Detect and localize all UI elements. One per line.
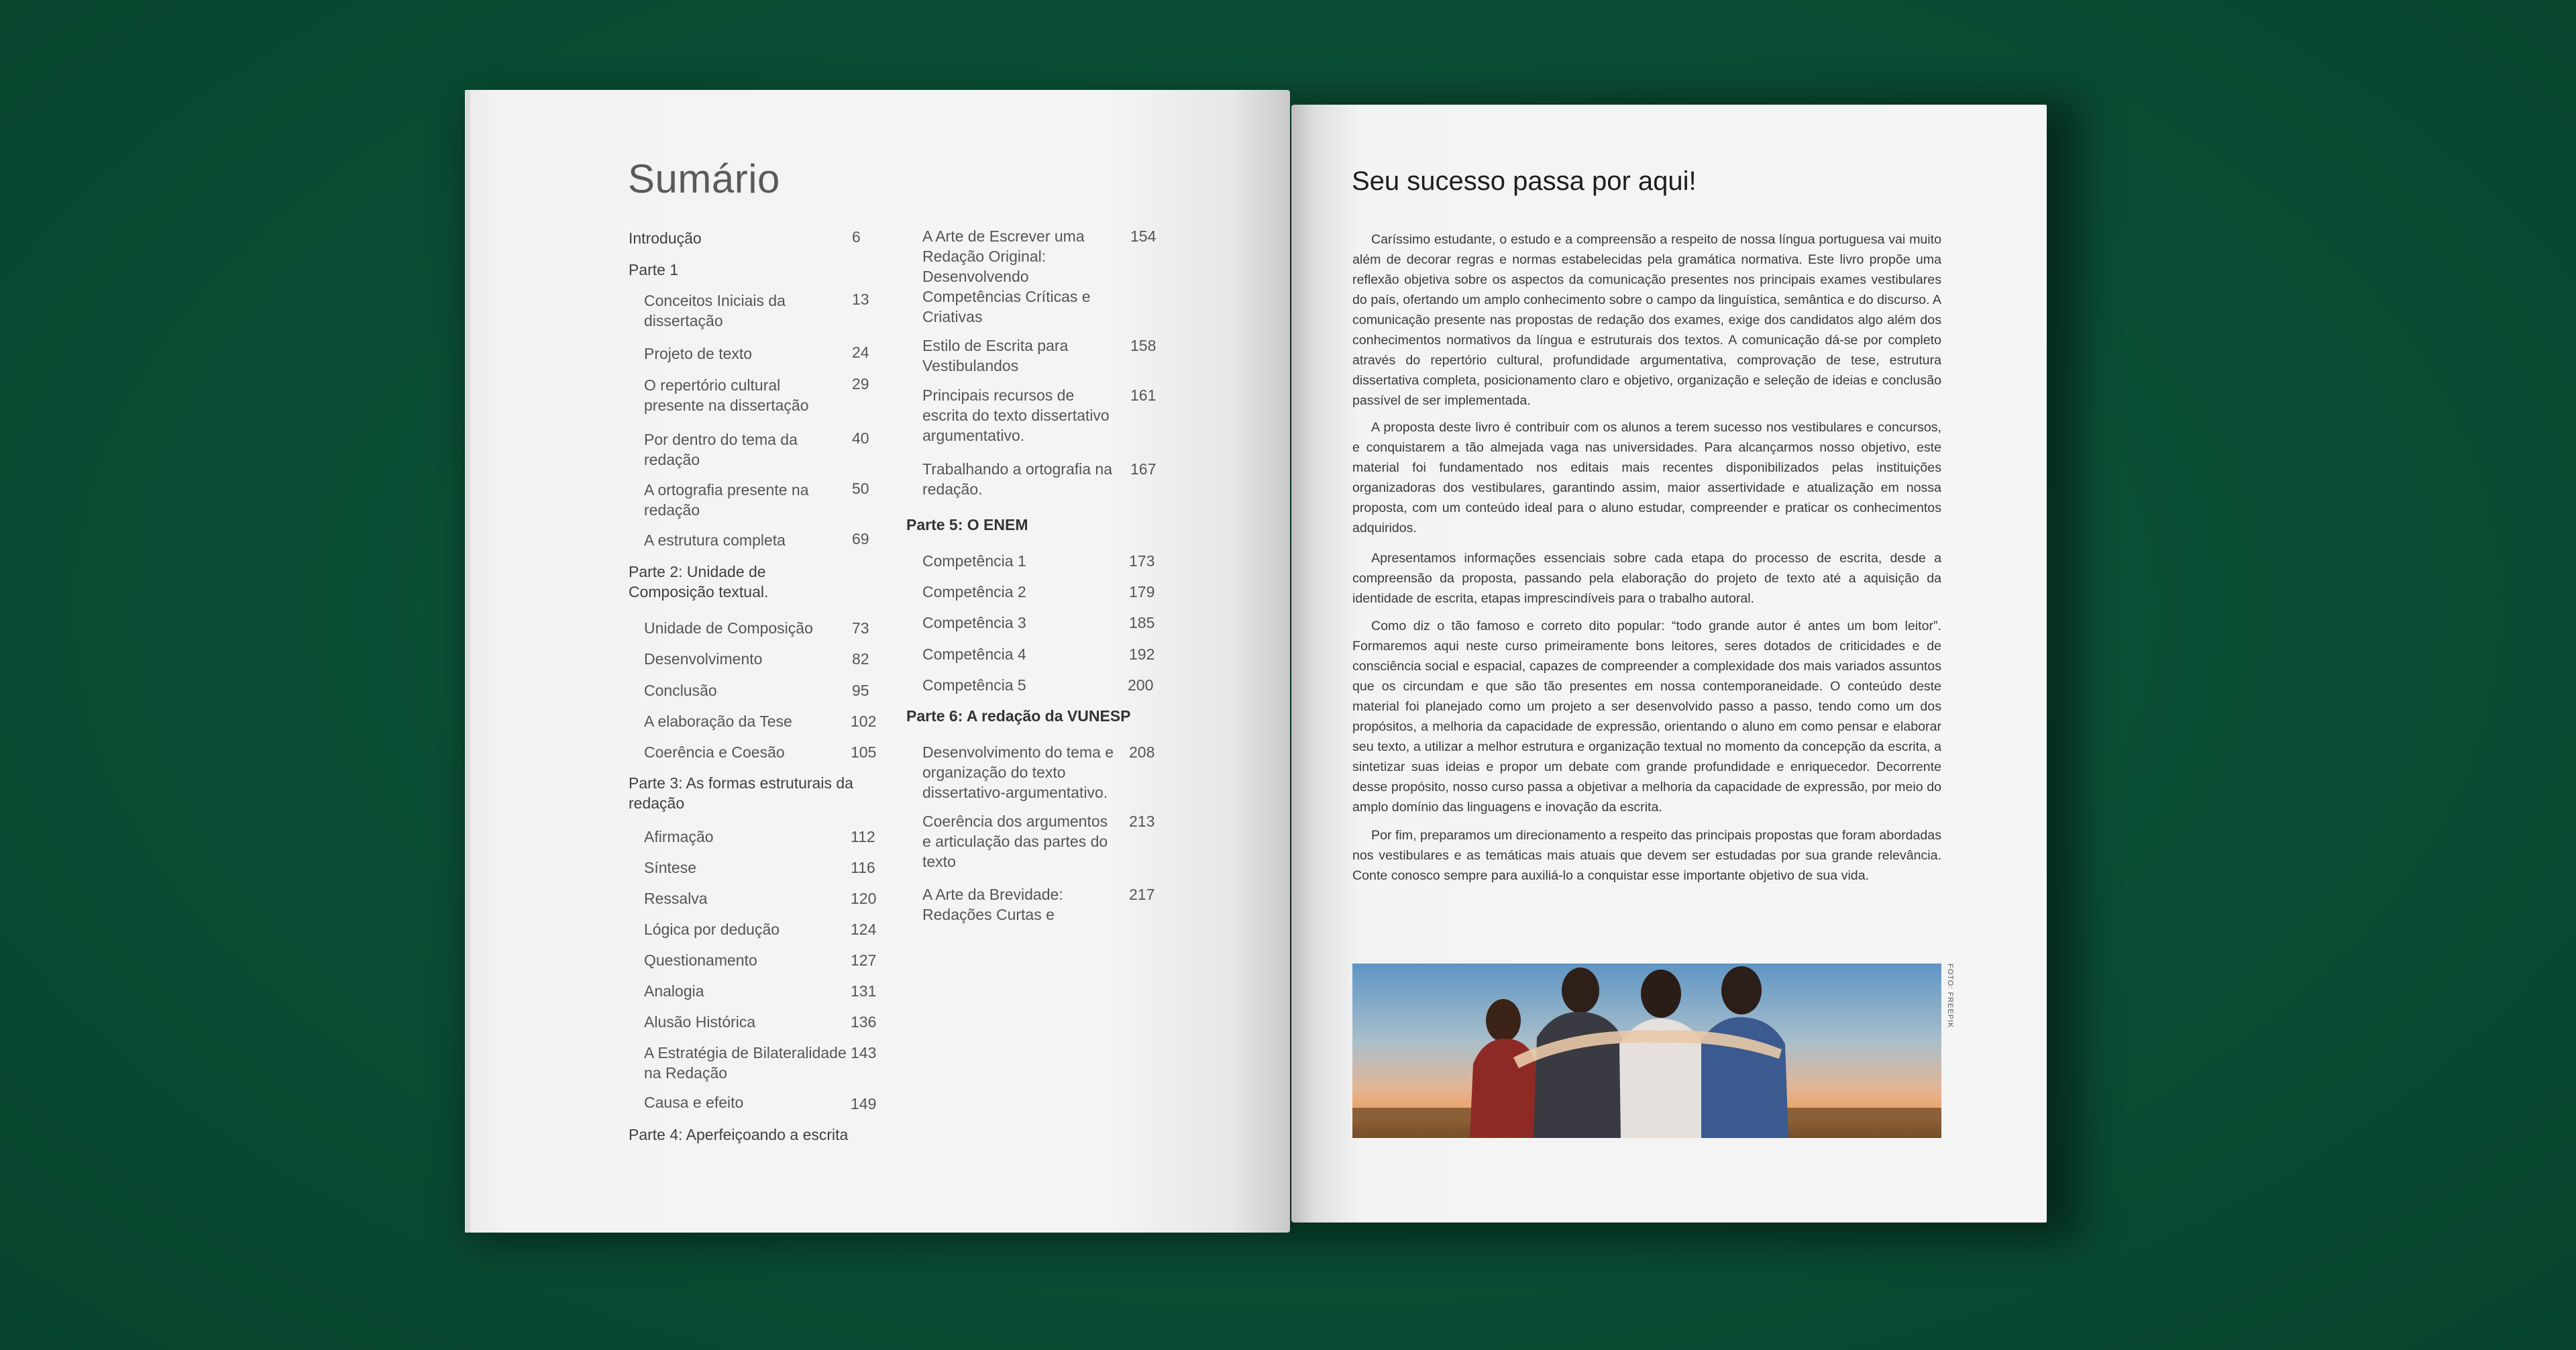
toc-entry: Competência 5 [922,676,1026,694]
toc-page-number: 50 [852,480,869,497]
toc-entry: Questionamento [644,951,757,969]
toc-entry: Síntese [644,859,696,876]
toc-page-number: 102 [851,713,877,730]
toc-entry: Conceitos Iniciais da dissertação [644,292,786,329]
toc-entry: O repertório cultural presente na dissertação [644,376,809,414]
photo-credit: FOTO: FREEPIK [1946,964,1954,1029]
toc-title: Sumário [628,156,780,201]
toc-page-number: 24 [852,344,869,361]
toc-entry: A Arte da Brevidade: Redações Curtas e [922,886,1063,923]
toc-part-heading: Parte 6: A redação da VUNESP [906,707,1131,725]
toc-page-number: 95 [852,682,869,699]
intro-paragraph: Caríssimo estudante, o estudo e a compreensão a respeito de nossa língua portuguesa vai muito além de decorar regras e normas estabelecidas pela gramática normativa. Este livro propõe uma reflexão objetiva sobre os aspectos da comunicação presentes nos principais exames vestibulares do país, ofertando um amplo conhecimento sobre o campo da linguística, semântica e do discurso. A comunicação presente nas propostas de redação dos exames, exige dos candidatos algo além dos conhecimentos normativos da língua e estruturais dos textos. A comunicação dá-se por completo através do repertório cultural, profundidade argumentativa, comprovação de tese, estrutura dissertativa completa, posicionamento claro e objetivo, organização e seleção de ideias e conclusão passível de ser implementada. [1352,232,1941,408]
toc-entry: Competência 3 [922,614,1026,631]
toc-entry: Ressalva [644,890,708,907]
toc-page-number: 208 [1129,743,1155,761]
intro-paragraph: Apresentamos informações essenciais sobre cada etapa do processo de escrita, desde a compreensão da proposta, passando pela elaboração do projeto de texto até a aquisição da identidade de escrita, etapas imprescindíveis para o trabalho autoral. [1352,551,1941,606]
toc-page-number: 149 [851,1095,877,1112]
toc-page-number: 200 [1128,676,1154,694]
toc-part-heading: Parte 4: Aperfeiçoando a escrita [629,1126,849,1143]
toc-page-number: 173 [1129,552,1155,570]
toc-entry: Coerência e Coesão [644,743,785,761]
toc-entry: A elaboração da Tese [644,713,792,730]
toc-entry: A Estratégia de Bilateralidade na Redação [644,1044,847,1082]
toc-page-number: 217 [1129,886,1155,903]
toc-entry: Conclusão [644,682,717,699]
toc-entry: A Arte de Escrever uma Redação Original: Desenvolvendo Competências Críticas e Criativas [922,227,1091,325]
toc-page-number: 185 [1129,614,1155,631]
toc-entry: Desenvolvimento [644,650,763,668]
toc-entry: Por dentro do tema da redação [644,431,798,468]
toc-page-number: 29 [852,375,869,393]
toc-page-number: 124 [851,921,877,938]
toc-part-heading: Parte 5: O ENEM [906,516,1028,533]
toc-entry: Competência 4 [922,645,1026,663]
toc-entry: Trabalhando a ortografia na redação. [922,460,1113,498]
toc-page-number: 136 [851,1013,877,1031]
toc-entry: Competência 2 [922,583,1026,601]
toc-page-number: 161 [1130,386,1157,404]
toc-page-number: 105 [851,743,877,761]
toc-page-number: 82 [852,650,869,668]
toc-page-number: 158 [1130,337,1157,354]
toc-page-number: 213 [1129,813,1155,830]
toc-entry: A estrutura completa [644,531,786,549]
intro-paragraph: Como diz o tão famoso e correto dito popular: “todo grande autor é antes um bom leitor”. Formaremos aqui neste curso primeiramente bons leitores, seres dotados de criticidades e de consciência social e espacial, capazes de compreender a complexidade dos mais variados assuntos que os circundam e que são tão presentes em nossa contemporaneidade. O conteúdo deste material foi planejado como um projeto a ser desenvolvido passo a passo, tendo como um dos propósitos, a melhoria da capacidade de expressão, orientando o aluno em como pensar e elaborar seu texto, a utilizar a melhor estrutura e organização textual no momento da concepção da escrita, a sintetizar suas ideias e propor um debate com grande profundidade e enriquecedor. Decorrente desse propósito, nosso curso passa a objetivar a melhoria da capacidade de expressão, por meio do amplo domínio das linguagens e inovação da escrita. [1352,619,1941,815]
toc-page-number: 112 [851,828,875,845]
toc-page-number: 120 [851,890,877,907]
toc-entry: Principais recursos de escrita do texto dissertativo argumentativo. [922,386,1110,444]
toc-entry: Afirmação [644,828,714,845]
toc-entry: Coerência dos argumentos e articulação das partes do texto [922,813,1108,870]
toc-entry: Desenvolvimento do tema e organização do texto dissertativo-argumentativo. [922,743,1114,801]
toc-page-number: 69 [852,530,869,548]
toc-page-number: 179 [1129,583,1155,601]
toc-entry: Competência 1 [922,552,1026,570]
intro-title: Seu sucesso passa por aqui! [1352,166,1697,196]
toc-part-heading: Parte 3: As formas estruturais da redação [629,774,853,812]
toc-page-number: 116 [851,859,875,876]
toc-page-number: 167 [1130,460,1157,478]
toc-page-number: 73 [852,619,869,637]
toc-page-number: 6 [852,228,861,246]
toc-page-number: 127 [851,951,877,969]
toc-entry: Alusão Histórica [644,1013,756,1031]
friends-silhouette-image [1352,964,1941,1138]
toc-entry: Analogia [644,982,704,1000]
toc-entry: Causa e efeito [644,1094,744,1111]
toc-page-number: 40 [852,429,869,447]
toc-page-number: 154 [1130,227,1157,245]
toc-page-number: 13 [852,291,869,308]
friends-photo [1352,964,1941,1138]
toc-entry: Parte 1 [629,261,679,278]
toc-part-heading: Parte 2: Unidade de Composição textual. [629,563,769,601]
toc-entry: Projeto de texto [644,345,753,362]
toc-page-number: 131 [851,982,877,1000]
toc-entry: Lógica por dedução [644,921,780,938]
toc-entry: Introdução [629,229,702,247]
toc-entry: Unidade de Composição [644,619,813,637]
toc-entry: A ortografia presente na redação [644,481,809,519]
intro-paragraph: Por fim, preparamos um direcionamento a respeito das principais propostas que foram abordadas nos vestibulares e as temáticas mais atuais que devem ser estudadas por sua grande relevância. Conte conosco sempre para auxiliá-lo a conquistar esse importante objetivo de sua vida. [1352,828,1941,883]
intro-paragraph: A proposta deste livro é contribuir com os alunos a terem sucesso nos vestibulares e concursos, e conquistarem a tão almejada vaga nas universidades. Para alcançarmos nosso objetivo, este material foi fundamentado nos editais mais recentes disponibilizados pelas instituições organizadoras dos vestibulares, garantindo assim, maior assertividade e atualização em nossa proposta, com um conteúdo ideal para o aluno estudar, compreender e praticar os conhecimentos adquiridos. [1352,420,1941,535]
toc-page-number: 192 [1129,645,1155,663]
toc-entry: Estilo de Escrita para Vestibulandos [922,337,1069,374]
toc-page-number: 143 [851,1044,877,1061]
left-page [465,90,1290,1233]
